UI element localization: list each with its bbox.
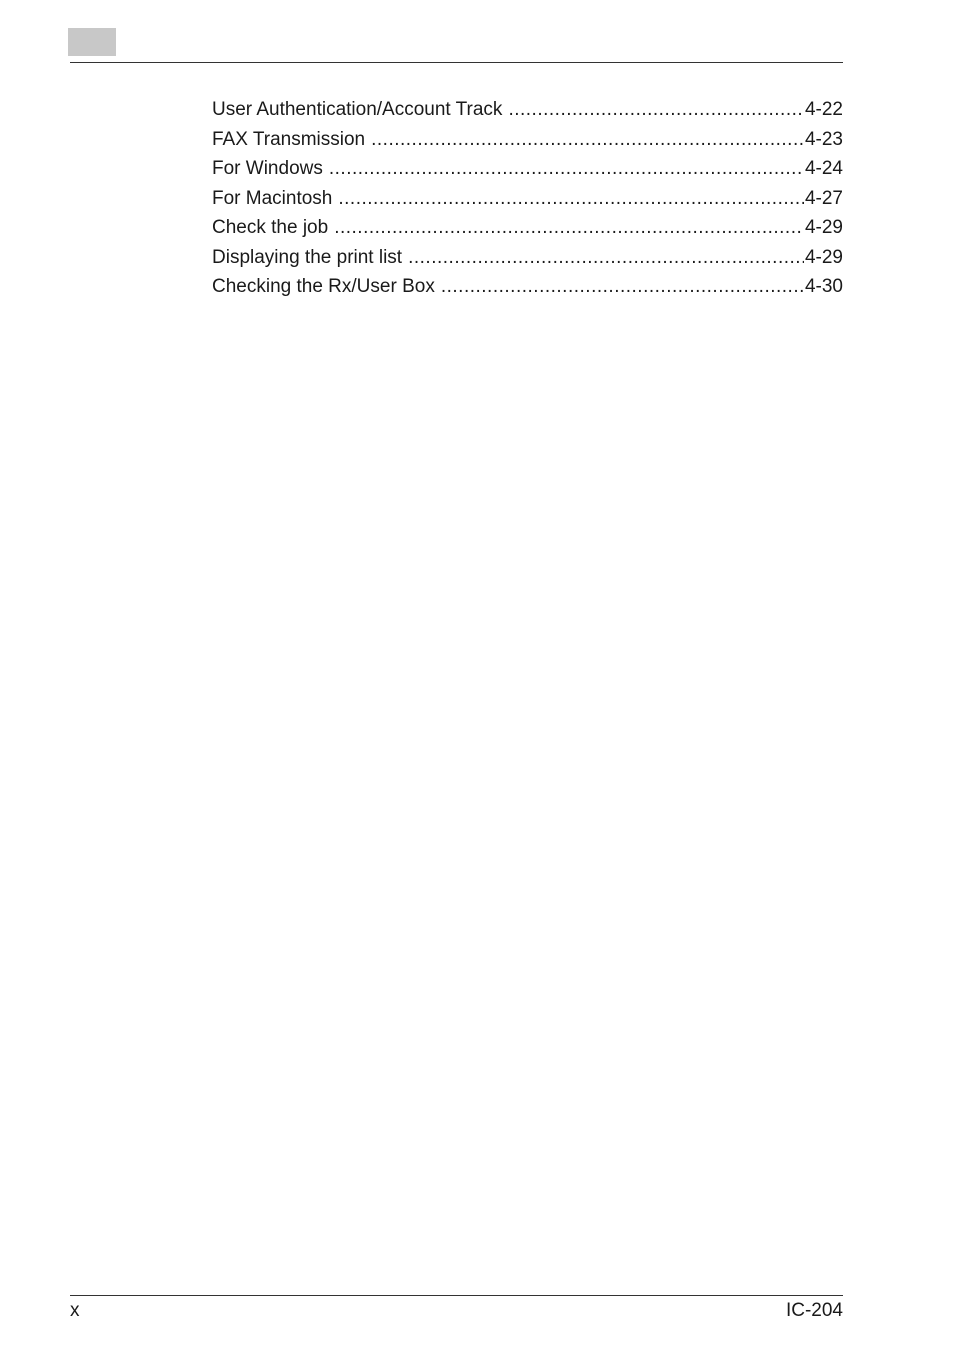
footer-page-number: x [70,1300,80,1321]
toc-dot-leader [338,184,804,214]
toc-dot-leader [408,243,804,273]
toc-entry-title: For Macintosh [212,187,333,209]
toc-entry-title: User Authentication/Account Track [212,99,503,120]
toc-entry[interactable] [212,213,843,243]
toc-dot-leader [441,272,804,302]
toc-entry-page: 4-30 [804,276,843,297]
table-of-contents [212,95,843,302]
toc-entry-title: Displaying the print list [212,246,403,268]
toc-entry-page: 4-23 [804,128,843,150]
toc-dot-leader [329,154,804,184]
footer-product-name: IC-204 [785,1300,843,1321]
toc-entry[interactable] [212,184,843,214]
toc-entry-title: For Windows [212,158,323,179]
toc-entry-page: 4-29 [804,246,843,268]
footer-rule [70,1295,843,1296]
toc-entry[interactable] [212,154,843,184]
toc-entry-title: Checking the Rx/User Box [212,276,435,297]
toc-entry-page: 4-22 [804,99,843,120]
toc-entry-page: 4-29 [804,217,843,238]
toc-entry-title: Check the job [212,217,329,238]
toc-entry[interactable] [212,125,843,155]
toc-entry-page: 4-24 [804,158,843,179]
toc-entry-title: FAX Transmission [212,128,366,150]
toc-entry[interactable] [212,243,843,273]
toc-dot-leader [371,125,804,155]
chapter-tab [68,28,116,56]
toc-entry[interactable] [212,95,843,125]
toc-entry-page: 4-27 [804,187,843,209]
toc-entry[interactable] [212,272,843,302]
toc-dot-leader [334,213,804,243]
toc-dot-leader [508,95,804,125]
header-rule [70,62,843,63]
